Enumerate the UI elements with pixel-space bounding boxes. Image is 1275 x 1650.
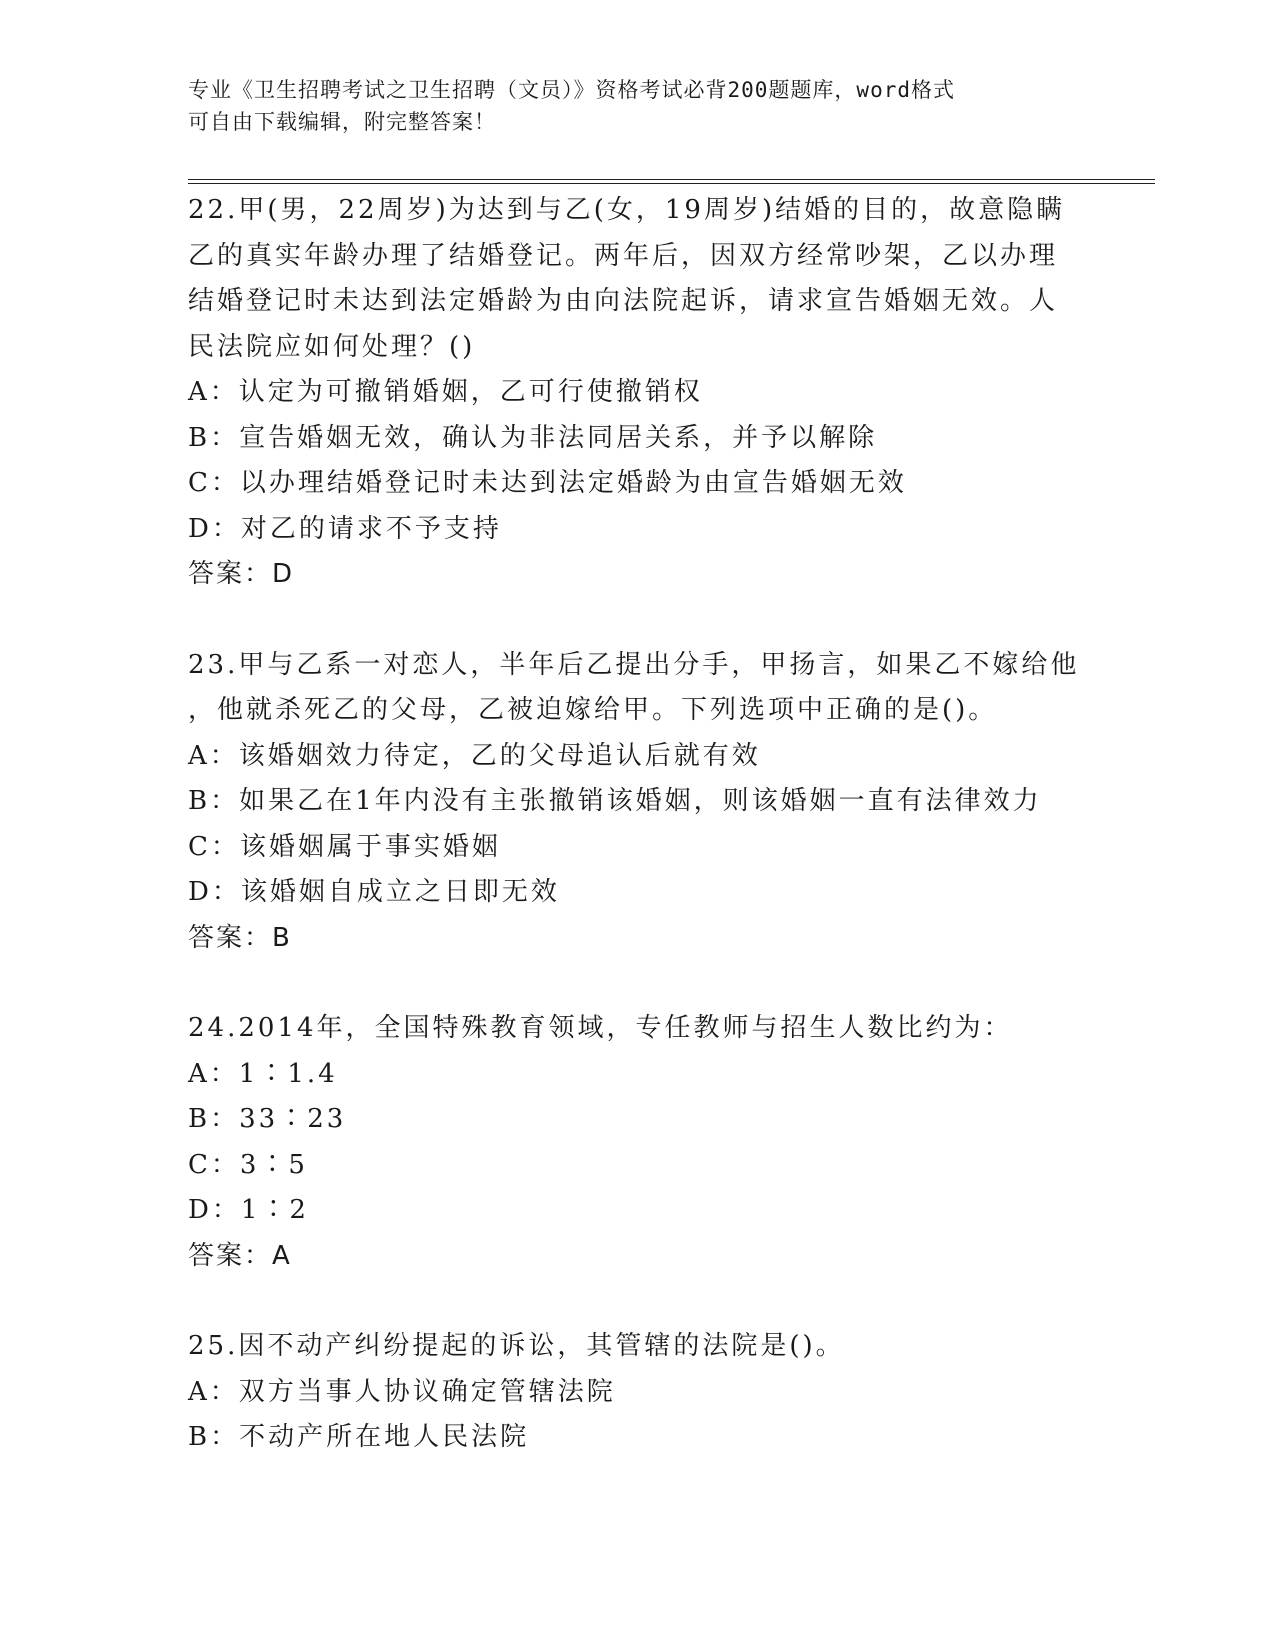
question-24 xyxy=(188,1006,1088,1279)
answer-label: 答案：B xyxy=(188,922,292,953)
option-b: B：不动产所在地人民法院 xyxy=(188,1422,530,1452)
option-b: B：33∶23 xyxy=(188,1104,347,1134)
option-b: B：宣告婚姻无效，确认为非法同居关系，并予以解除 xyxy=(188,422,878,453)
question-stem-line: 民法院应如何处理？() xyxy=(188,331,476,362)
option-d: D：1∶2 xyxy=(188,1195,309,1225)
question-stem-line: ，他就杀死乙的父母，乙被迫嫁给甲。下列选项中正确的是()。 xyxy=(188,695,998,725)
question-25 xyxy=(188,1324,1088,1461)
question-stem-line: 乙的真实年龄办理了结婚登记。两年后，因双方经常吵架，乙以办理 xyxy=(188,240,1059,271)
header-divider-bottom xyxy=(188,183,1155,184)
header-divider-top xyxy=(188,179,1155,180)
option-a: A：1∶1.4 xyxy=(188,1058,338,1089)
option-c: C：以办理结婚登记时未达到法定婚龄为由宣告婚姻无效 xyxy=(188,468,907,498)
answer-label: 答案：A xyxy=(188,1240,292,1271)
question-stem-line: 24.2014年，全国特殊教育领域，专任教师与招生人数比约为： xyxy=(188,1013,1013,1043)
question-list xyxy=(188,188,1088,1506)
question-22 xyxy=(188,188,1088,598)
question-stem-line: 结婚登记时未达到法定婚龄为由向法院起诉，请求宣告婚姻无效。人 xyxy=(188,286,1059,316)
option-d: D：该婚姻自成立之日即无效 xyxy=(188,877,560,907)
option-a: A：认定为可撤销婚姻，乙可行使撤销权 xyxy=(188,377,703,407)
question-stem-line: 25.因不动产纠纷提起的诉讼，其管辖的法院是()。 xyxy=(188,1331,845,1361)
question-23 xyxy=(188,643,1088,962)
header-title-line: 可自由下载编辑，附完整答案！ xyxy=(188,110,496,134)
option-a: A：该婚姻效力待定，乙的父母追认后就有效 xyxy=(188,740,761,771)
option-b: B：如果乙在1年内没有主张撤销该婚姻，则该婚姻一直有法律效力 xyxy=(188,786,1042,816)
option-c: C：该婚姻属于事实婚姻 xyxy=(188,831,501,862)
question-stem-line: 23.甲与乙系一对恋人，半年后乙提出分手，甲扬言，如果乙不嫁给他 xyxy=(188,649,1080,680)
option-a: A：双方当事人协议确定管辖法院 xyxy=(188,1376,616,1407)
option-d: D：对乙的请求不予支持 xyxy=(188,513,502,544)
answer-label: 答案：D xyxy=(188,559,295,589)
header-title-line: 专业《卫生招聘考试之卫生招聘（文员）》资格考试必背200题题库，word格式 xyxy=(188,78,955,102)
option-c: C：3∶5 xyxy=(188,1149,308,1180)
document-header xyxy=(188,74,1068,138)
question-stem-line: 22.甲(男，22周岁)为达到与乙(女，19周岁)结婚的目的，故意隐瞒 xyxy=(188,195,1066,225)
